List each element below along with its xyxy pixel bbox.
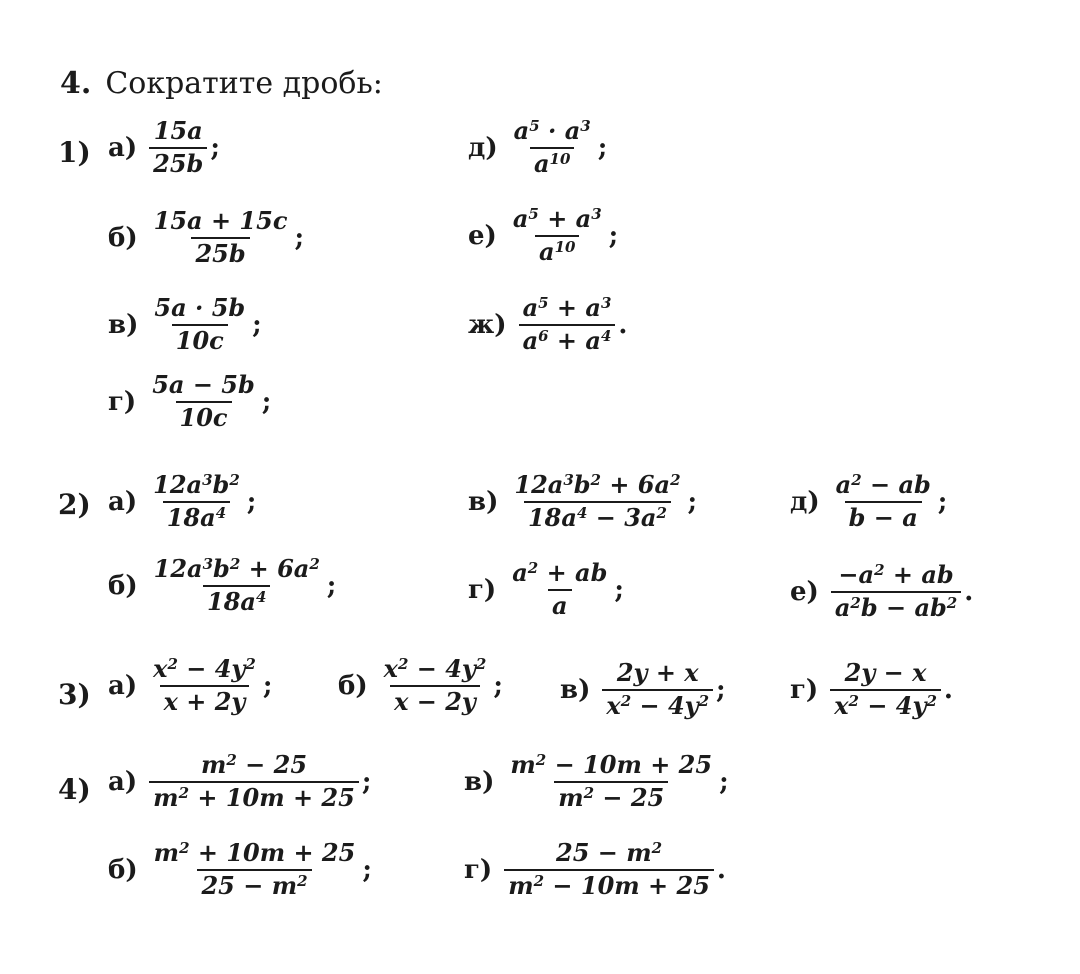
item-label: в) [464,766,495,797]
denominator: $18a^4$ [203,585,270,616]
exercise-item [108,556,336,616]
denominator: $25 - m^2$ [197,869,311,900]
item-label: д) [790,486,820,517]
punctuation: ; [597,132,608,163]
item-label: а) [108,486,138,517]
exercise-item [338,656,503,716]
fraction [150,556,324,616]
denominator: x − 2y [390,685,480,716]
numerator: $m^2 - 25$ [200,750,308,779]
fraction [830,660,941,720]
fraction [150,295,249,355]
denominator: b − a [845,501,922,532]
punctuation: . [618,309,628,340]
exercise-item [108,656,272,716]
numerator: 5a · 5b [154,293,246,322]
exercise-item [108,472,256,532]
denominator: $a^{10}$ [530,147,574,178]
punctuation: ; [246,486,257,517]
exercise-item [468,560,624,620]
exercise-item [790,562,973,622]
item-label: г) [790,674,819,705]
exercise-item [790,660,953,720]
exercise-item [108,295,262,355]
denominator: 25b [191,237,249,268]
item-label: б) [338,670,368,701]
part-number: 1) [58,136,91,169]
exercise-item [464,840,726,900]
item-label: в) [108,309,139,340]
denominator: $a^6 + a^4$ [519,324,616,355]
punctuation: ; [262,670,273,701]
denominator: 25b [149,147,207,178]
denominator: a [548,589,572,620]
part-number: 2) [58,488,91,521]
numerator: 15a + 15c [153,206,288,235]
item-label: а) [108,132,138,163]
denominator: $a^2b - ab^2$ [831,591,961,622]
punctuation: ; [361,766,372,797]
task-title: Сократите дробь: [105,66,383,101]
fraction [519,295,616,355]
exercise-item [108,840,372,900]
item-label: ж) [468,309,507,340]
fraction [504,840,714,900]
punctuation: ; [716,674,726,705]
part-number: 3) [58,678,91,711]
numerator: 2y − x [844,658,927,687]
denominator: $18a^4 - 3a^2$ [524,501,671,532]
fraction [149,118,207,178]
fraction [508,560,611,620]
item-label: е) [468,220,497,251]
exercise-item [468,472,697,532]
item-label: б) [108,570,138,601]
punctuation: ; [326,570,337,601]
punctuation: ; [614,574,624,605]
denominator: x + 2y [160,685,250,716]
fraction [149,752,359,812]
punctuation: ; [362,854,372,885]
numerator: $25 - m^2$ [556,838,663,867]
denominator: $x^2 - 4y^2$ [602,689,713,720]
numerator: $12a^3b^2$ [153,470,240,499]
denominator: $a^{10}$ [535,235,579,266]
fraction [510,118,595,178]
fraction [380,656,491,716]
part-number: 4) [58,773,91,806]
exercise-item [108,208,304,268]
punctuation: ; [719,766,729,797]
fraction [832,472,935,532]
numerator: $m^2 - 10m + 25$ [510,750,713,779]
numerator: 2y + x [616,658,699,687]
exercise-item [468,206,618,266]
numerator: 5a − 5b [152,370,255,399]
denominator: $18a^4$ [163,501,230,532]
exercise-item [464,752,729,812]
item-label: д) [468,132,498,163]
fraction [150,840,360,900]
exercise-item [560,660,726,720]
task-number: 4. [60,66,92,101]
punctuation: ; [608,220,619,251]
fraction [148,372,259,432]
denominator: $m^2 - 10m + 25$ [504,869,714,900]
numerator: 15a [153,116,203,145]
denominator: $x^2 - 4y^2$ [830,689,941,720]
punctuation: ; [687,486,698,517]
denominator: $m^2 + 10m + 25$ [149,781,359,812]
numerator: $m^2 + 10m + 25$ [153,838,356,867]
denominator: 10c [176,401,232,432]
punctuation: ; [937,486,948,517]
exercise-item [108,118,220,178]
item-label: а) [108,766,138,797]
item-label: в) [468,486,499,517]
fraction [510,472,684,532]
exercise-item [108,752,371,812]
exercise-item [468,118,607,178]
exercise-item [468,295,627,355]
task-heading [60,66,383,101]
numerator: $a^5 + a^3$ [522,293,612,322]
numerator: $-a^2$ + ab [838,560,954,589]
fraction [602,660,713,720]
punctuation: ; [294,222,305,253]
numerator: $12a^3b^2 + 6a^2$ [153,554,320,583]
fraction [150,208,292,268]
fraction [149,656,260,716]
item-label: в) [560,674,591,705]
item-label: б) [108,222,138,253]
punctuation: . [943,674,953,705]
numerator: $x^2 - 4y^2$ [153,654,256,683]
punctuation: ; [252,309,262,340]
item-label: а) [108,670,138,701]
item-label: е) [790,576,819,607]
numerator: $a^2$ − ab [835,470,931,499]
exercise-item [108,372,271,432]
fraction [831,562,961,622]
item-label: г) [108,386,137,417]
numerator: $a^2$ + ab [512,558,608,587]
item-label: б) [108,854,138,885]
numerator: $x^2 - 4y^2$ [383,654,487,683]
item-label: г) [468,574,497,605]
punctuation: ; [261,386,272,417]
fraction [509,206,606,266]
punctuation: . [716,854,726,885]
numerator: $12a^3b^2 + 6a^2$ [514,470,681,499]
fraction [506,752,716,812]
fraction [149,472,244,532]
exercise-item [790,472,947,532]
numerator: $a^5 + a^3$ [512,204,602,233]
item-label: г) [464,854,493,885]
denominator: $m^2 - 25$ [554,781,668,812]
punctuation: ; [493,670,503,701]
numerator: $a^5 \cdot a^3$ [513,116,591,145]
denominator: 10c [172,324,228,355]
punctuation: ; [210,132,220,163]
punctuation: . [964,576,974,607]
